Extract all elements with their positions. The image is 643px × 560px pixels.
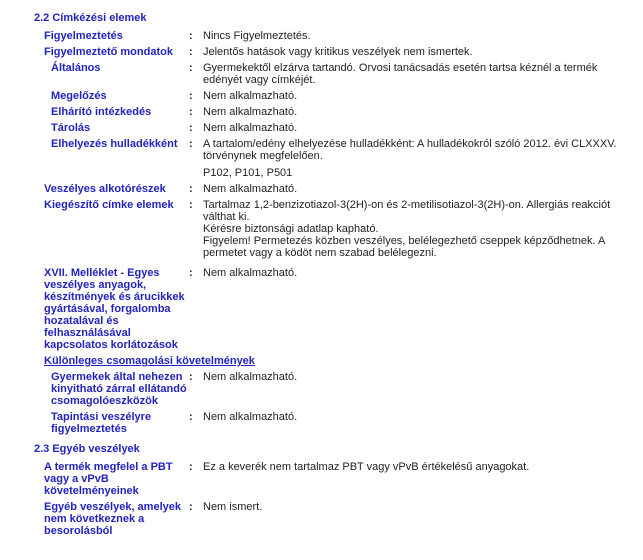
value-paragraph: Nem alkalmazható. — [203, 122, 298, 134]
value-paragraph: Nem alkalmazható. — [203, 183, 298, 195]
colon-separator: : — [189, 411, 193, 423]
field-row — [34, 90, 631, 102]
colon-separator: : — [189, 267, 193, 279]
colon-separator: : — [189, 371, 193, 383]
colon-separator: : — [189, 30, 193, 42]
field-value — [203, 183, 631, 195]
value-paragraph: Figyelem! Permetezés közben veszélyes, belélegezhető cseppek képződhetnek. A permetet vagy a ködöt nem szabad belélegezni. — [203, 235, 605, 259]
document-body — [34, 12, 631, 537]
field-value — [203, 461, 631, 473]
field-row — [34, 62, 631, 86]
value-paragraph: Nem alkalmazható. — [203, 90, 298, 102]
field-value — [203, 62, 631, 86]
document-section — [34, 12, 631, 435]
field-row — [34, 30, 631, 42]
colon-separator: : — [189, 138, 193, 150]
value-paragraph: Tartalmaz 1,2-benzizotiazol-3(2H)-on és 2-metilisotiazol-3(2H)-on. Allergiás reakciót válthat ki. — [203, 199, 611, 223]
field-row — [34, 122, 631, 134]
field-row — [34, 411, 631, 435]
field-value — [203, 411, 631, 423]
field-value — [203, 138, 631, 179]
value-paragraph: Kérésre biztonsági adatlap kapható. — [203, 223, 379, 235]
field-label: Általános — [51, 62, 101, 74]
colon-separator: : — [189, 183, 193, 195]
colon-separator: : — [189, 501, 193, 513]
colon-separator: : — [189, 46, 193, 58]
field-label: Elhárító intézkedés — [51, 106, 152, 118]
field-label: Veszélyes alkotórészek — [44, 183, 166, 195]
field-label: Egyéb veszélyek, amelyek nem következnek a besorolásból — [44, 501, 181, 537]
colon-separator: : — [189, 106, 193, 118]
colon-separator: : — [189, 122, 193, 134]
field-label: XVII. Melléklet - Egyes veszélyes anyagok, készítmények és árucikkek gyártásával, forgalomba hozatalával és felhasználásával kapcsolatos korlátozások — [44, 267, 185, 351]
field-label: Figyelmeztetés — [44, 30, 123, 42]
colon-separator: : — [189, 199, 193, 211]
field-row — [34, 371, 631, 407]
field-row — [34, 46, 631, 58]
value-paragraph: Nem alkalmazható. — [203, 267, 298, 279]
value-paragraph: Nincs Figyelmeztetés. — [203, 30, 311, 42]
colon-separator: : — [189, 461, 193, 473]
field-value — [203, 501, 631, 513]
colon-separator: : — [189, 90, 193, 102]
section-heading: 2.3 Egyéb veszélyek — [34, 443, 140, 455]
field-label: A termék megfelel a PBT vagy a vPvB követelményeinek — [44, 461, 173, 497]
field-row — [34, 138, 631, 179]
field-row — [34, 267, 631, 351]
field-label: Tapintási veszélyre figyelmeztetés — [51, 411, 152, 435]
field-value — [203, 199, 631, 259]
value-paragraph: Gyermekektől elzárva tartandó. Orvosi tanácsadás esetén tartsa kéznél a termék edényét vagy címkéjét. — [203, 62, 598, 86]
field-value — [203, 267, 631, 279]
field-row — [34, 461, 631, 497]
document-section — [34, 443, 631, 537]
section-heading: 2.2 Címkézési elemek — [34, 12, 147, 24]
field-row — [34, 501, 631, 537]
field-value — [203, 46, 631, 58]
colon-separator: : — [189, 62, 193, 74]
field-value — [203, 90, 631, 102]
value-paragraph: Jelentős hatások vagy kritikus veszélyek nem ismertek. — [203, 46, 473, 58]
value-paragraph: P102, P101, P501 — [203, 167, 293, 179]
field-label: Tárolás — [51, 122, 91, 134]
field-label: Elhelyezés hulladékként — [51, 138, 178, 150]
section-rows — [34, 461, 631, 537]
field-value — [203, 371, 631, 383]
value-paragraph: Nem alkalmazható. — [203, 371, 298, 383]
field-label: Figyelmeztető mondatok — [44, 46, 173, 58]
value-paragraph: A tartalom/edény elhelyezése hulladékként: A hulladékokról szóló 2012. évi CLXXXV. törvénynek megfelelően. — [203, 138, 617, 162]
field-label: Kiegészítő címke elemek — [44, 199, 174, 211]
value-paragraph: Nem alkalmazható. — [203, 106, 298, 118]
value-paragraph: Nem alkalmazható. — [203, 411, 298, 423]
field-row — [34, 106, 631, 118]
subsection-heading: Különleges csomagolási követelmények — [44, 355, 255, 367]
section-rows — [34, 30, 631, 435]
value-paragraph: Ez a keverék nem tartalmaz PBT vagy vPvB értékelésű anyagokat. — [203, 461, 530, 473]
field-value — [203, 106, 631, 118]
field-label: Gyermekek által nehezen kinyitható zárral ellátandó csomagolóeszközök — [51, 371, 187, 407]
field-value — [203, 122, 631, 134]
field-row — [34, 199, 631, 259]
value-paragraph: Nem ismert. — [203, 501, 263, 513]
field-row — [34, 183, 631, 195]
field-label: Megelőzés — [51, 90, 107, 102]
field-value — [203, 30, 631, 42]
